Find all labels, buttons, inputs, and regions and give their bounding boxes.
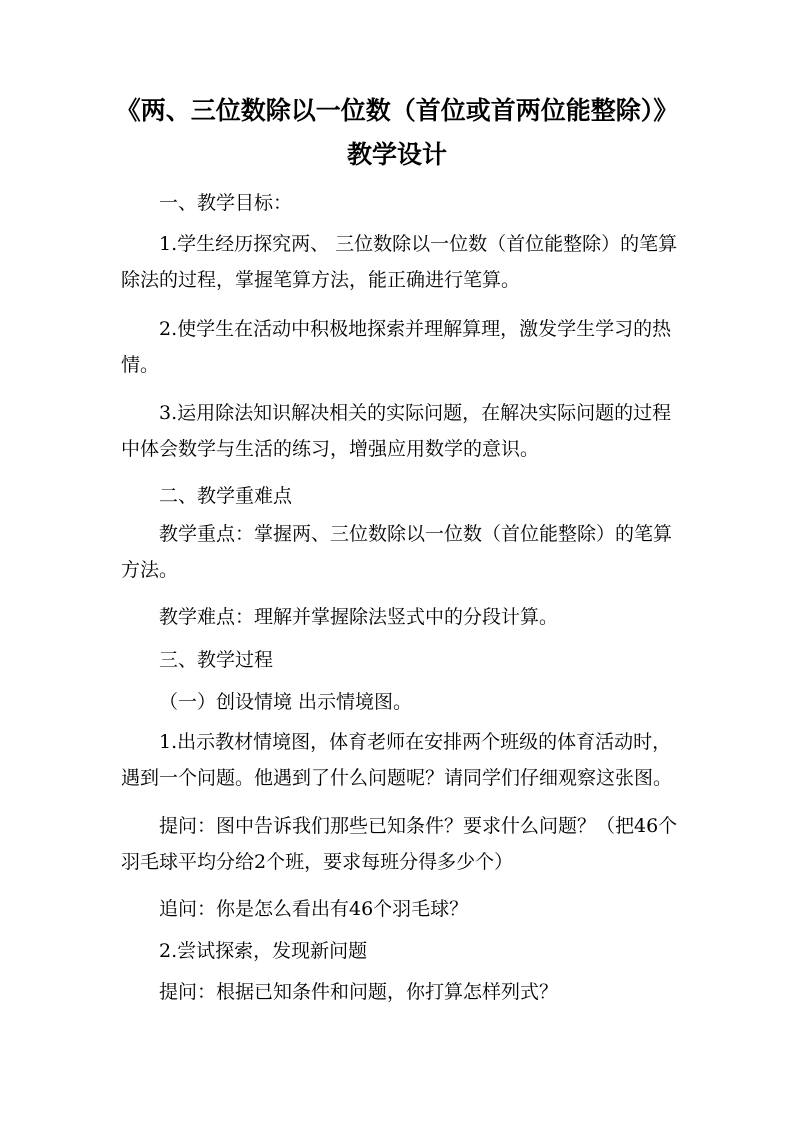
question-paragraph-1: 提问：图中告诉我们那些已知条件？要求什么问题？（把46个羽毛球平均分给2个班，要求每班分得多少个） xyxy=(121,815,678,873)
document-subtitle: 教学设计 xyxy=(346,140,447,169)
process-paragraph-2: 2.尝试探索，发现新问题 xyxy=(159,940,368,962)
followup-question: 追问：你是怎么看出有46个羽毛球？ xyxy=(159,898,469,920)
step-heading-situation: （一）创设情境 出示情境图。 xyxy=(159,691,413,713)
goal-paragraph-3: 3.运用除法知识解决相关的实际问题，在解决实际问题的过程中体会数学与生活的练习，增强应用数学的意识。 xyxy=(121,402,672,460)
section-heading-goals: 一、教学目标： xyxy=(159,192,293,214)
goal-paragraph-2: 2.使学生在活动中积极地探索并理解算理，激发学生学习的热情。 xyxy=(121,318,672,376)
section-heading-process: 三、教学过程 xyxy=(159,649,274,671)
section-heading-key-points: 二、教学重难点 xyxy=(159,485,293,507)
difficult-point-paragraph: 教学难点：理解并掌握除法竖式中的分段计算。 xyxy=(159,606,559,628)
question-paragraph-2: 提问：根据已知条件和问题，你打算怎样列式？ xyxy=(159,981,559,1003)
key-point-paragraph: 教学重点：掌握两、三位数除以一位数（首位能整除）的笔算方法。 xyxy=(121,523,673,581)
goal-paragraph-1: 1.学生经历探究两、 三位数除以一位数（首位能整除）的笔算除法的过程，掌握笔算方法，能正确进行笔算。 xyxy=(121,233,678,291)
process-paragraph-1: 1.出示教材情境图，体育老师在安排两个班级的体育活动时，遇到一个问题。他遇到了什么问题呢？请同学们仔细观察这张图。 xyxy=(121,731,673,789)
document-title: 《两、三位数除以一位数（首位或首两位能整除）》 xyxy=(115,96,679,125)
